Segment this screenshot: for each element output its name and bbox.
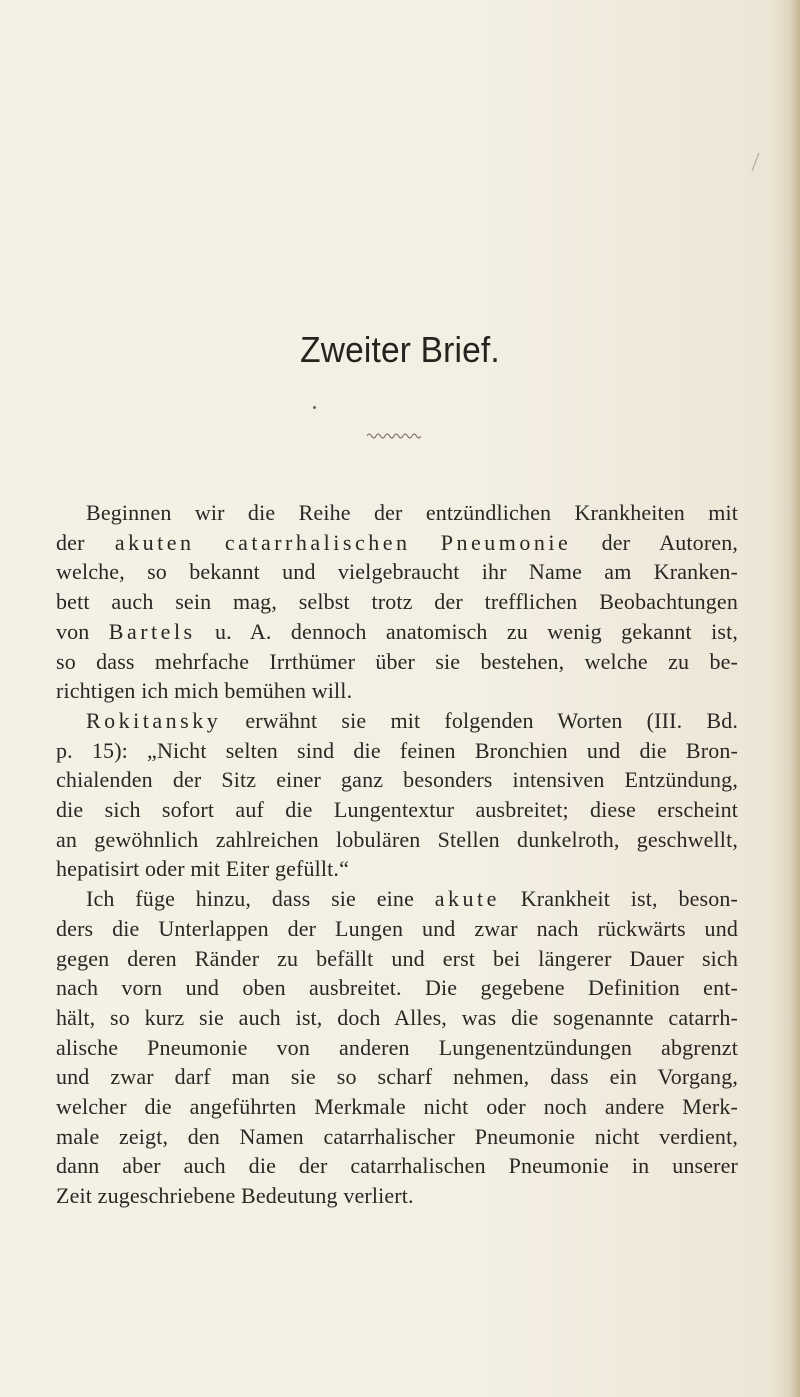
text-line [56,647,738,677]
text-run: dann aber auch die der catarrhalischen Pneumonie in unserer [56,1153,738,1179]
text-line [56,1181,738,1211]
text-run: bett auch sein mag, selbst trotz der trefflichen Beobachtungen [56,589,738,615]
text-run: von [56,618,109,644]
text-run [195,530,225,555]
text-line [56,884,738,914]
spaced-emphasis: akute [434,886,500,912]
text-run: hält, so kurz sie auch ist, doch Alles, was die sogenannte catarrh- [56,1004,738,1030]
text-run: u. A. dennoch anatomisch zu wenig gekannt ist, [195,618,738,644]
text-run [410,530,440,555]
text-line [56,498,738,528]
text-run: und zwar darf man sie so scharf nehmen, dass ein Vorgang, [56,1064,738,1090]
page-edge-shadow [790,0,800,1397]
text-line [56,914,738,944]
text-line [56,617,738,647]
text-run: richtigen ich mich bemühen will. [56,678,353,704]
text-line [56,1003,738,1033]
text-run: Krankheit ist, beson- [499,886,738,912]
text-line [56,557,738,587]
spaced-emphasis: catarrhalischen [224,529,411,555]
text-line [56,1092,738,1122]
pencil-mark [749,152,761,172]
text-line [56,795,738,825]
text-run: an gewöhnlich zahlreichen lobulären Stellen dunkelroth, geschwellt, [56,826,738,852]
text-line [56,587,738,617]
body-text [56,498,738,1211]
text-run: erwähnt sie mit folgenden Worten (III. Bd. [221,707,738,733]
spaced-emphasis: Pneumonie [440,529,572,555]
text-line [56,1033,738,1063]
text-line [56,973,738,1003]
text-line [56,676,738,706]
text-line [56,1151,738,1181]
text-run: hepatisirt oder mit Eiter gefüllt.“ [56,856,349,882]
text-run: welche, so bekannt und vielgebraucht ihr Name am Kranken- [56,559,738,585]
spaced-emphasis: Rokitansky [86,707,222,733]
text-run: male zeigt, den Namen catarrhalischer Pneumonie nicht verdient, [56,1123,738,1149]
text-run: Beginnen wir die Reihe der entzündlichen Krankheiten mit [86,500,738,525]
spaced-emphasis: Bartels [108,618,196,644]
text-line [56,854,738,884]
text-run: ders die Unterlappen der Lungen und zwar nach rückwärts und [56,915,738,941]
text-run: Ich füge hinzu, dass sie eine [86,886,435,912]
text-run: gegen deren Ränder zu befällt und erst bei längerer Dauer sich [56,945,738,971]
text-line [56,1062,738,1092]
text-run: welcher die angeführten Merkmale nicht oder noch andere Merk- [56,1094,738,1120]
text-run: nach vorn und oben ausbreitet. Die gegebene Definition ent- [56,975,738,1001]
decorative-wavy-rule [367,432,421,440]
ink-dot [313,406,316,409]
text-line [56,765,738,795]
text-run: die sich sofort auf die Lungentextur ausbreitet; diese erscheint [56,797,738,823]
text-line [56,825,738,855]
text-line [56,1122,738,1152]
text-run: p. 15): „Nicht selten sind die feinen Bronchien und die Bron- [56,737,738,763]
text-run: so dass mehrfache Irrthümer über sie bestehen, welche zu be- [56,648,738,674]
text-line [56,944,738,974]
text-run: Zeit zugeschriebene Bedeutung verliert. [56,1183,414,1209]
text-run: der Autoren, [571,529,739,555]
text-line [56,528,738,558]
text-run: chialenden der Sitz einer ganz besonders intensiven Entzündung, [56,767,738,793]
chapter-title: Zweiter Brief. [300,329,500,370]
text-run: alische Pneumonie von anderen Lungenentzündungen abgrenzt [56,1034,738,1060]
text-line [56,706,738,736]
spaced-emphasis: akuten [114,529,195,555]
text-run: der [56,529,115,555]
text-line [56,736,738,766]
